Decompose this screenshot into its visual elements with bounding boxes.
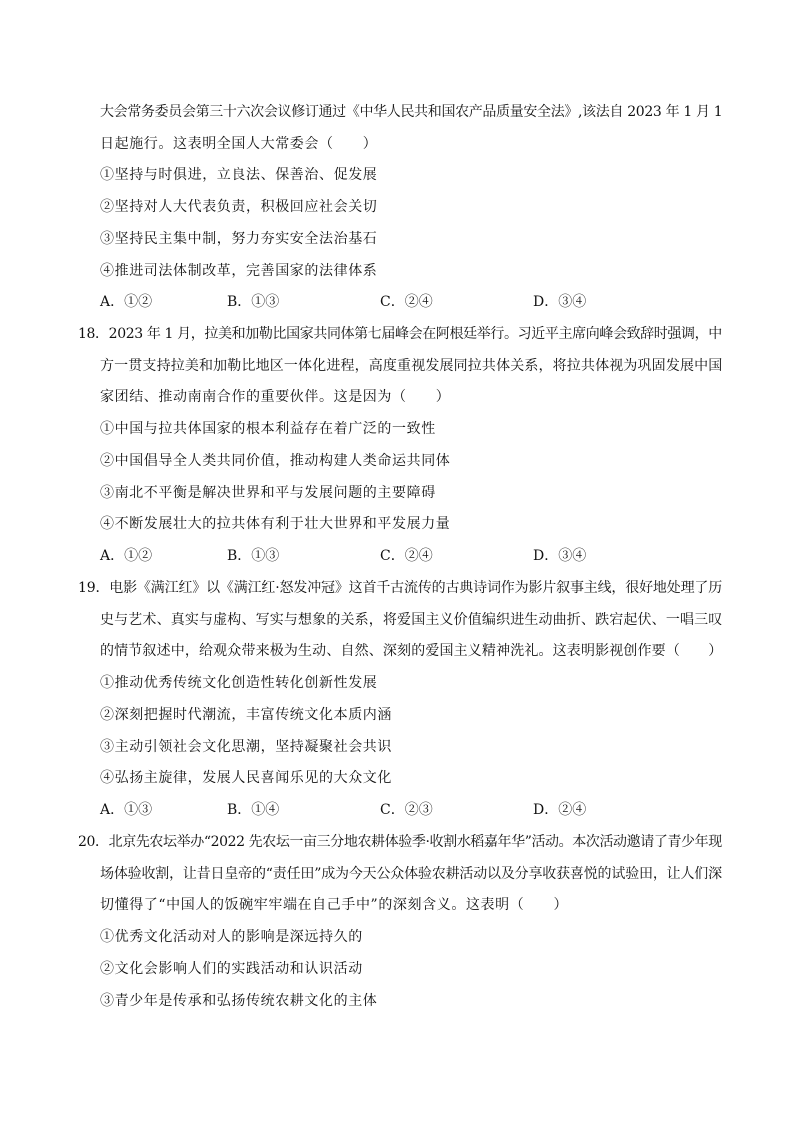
q18-stem-line: 家团结、推动南南合作的重要伙伴。这是因为（ ） bbox=[100, 389, 451, 405]
q17-choice-d: D．③④ bbox=[533, 294, 587, 310]
q18-stem-line: 方一贯支持拉美和加勒比地区一体化进程，高度重视发展同拉共体关系，将拉共体视为巩固发展中国 bbox=[100, 358, 723, 374]
q19-stem-line: 史与艺术、真实与虚构、写实与想象的关系，将爱国主义价值编织进生动曲折、跌宕起伏、一唱三叹 bbox=[100, 612, 723, 628]
q19-item: ②深刻把握时代潮流，丰富传统文化本质内涵 bbox=[100, 707, 392, 723]
q17-choice-a: A．①② bbox=[100, 294, 153, 310]
q19-choice-b: B．①④ bbox=[227, 802, 280, 818]
q19-item: ③主动引领社会文化思潮，坚持凝聚社会共识 bbox=[100, 739, 392, 755]
q17-item: ④推进司法体制改革，完善国家的法律体系 bbox=[100, 263, 378, 279]
q17-item: ③坚持民主集中制，努力夯实安全法治基石 bbox=[100, 231, 378, 247]
q20-stem-line: 20．北京先农坛举办“2022 先农坛一亩三分地农耕体验季·收割水稻嘉年华”活动。本次活动邀请了青少年现 bbox=[78, 834, 722, 850]
q20-item: ②文化会影响人们的实践活动和认识活动 bbox=[100, 961, 363, 977]
q18-stem-line: 18．2023 年 1 月，拉美和加勒比国家共同体第七届峰会在阿根廷举行。习近平主席向峰会致辞时强调，中 bbox=[78, 326, 722, 342]
q19-item: ①推动优秀传统文化创造性转化创新性发展 bbox=[100, 675, 378, 691]
q17-stem-line: 大会常务委员会第三十六次会议修订通过《中华人民共和国农产品质量安全法》,该法自 2023 年 1 月 1 bbox=[100, 104, 723, 120]
q17-choice-c: C．②④ bbox=[380, 294, 433, 310]
q17-item: ①坚持与时俱进，立良法、保善治、促发展 bbox=[100, 167, 378, 183]
q19-choice-c: C．②③ bbox=[380, 802, 433, 818]
q18-item: ③南北不平衡是解决世界和平与发展问题的主要障碍 bbox=[100, 485, 436, 501]
q19-stem-line: 19．电影《满江红》以《满江红·怒发冲冠》这首千古流传的古典诗词作为影片叙事主线，很好地处理了历 bbox=[78, 580, 723, 596]
q18-item: ②中国倡导全人类共同价值，推动构建人类命运共同体 bbox=[100, 453, 451, 469]
q18-choice-a: A．①② bbox=[100, 548, 153, 564]
q17-stem-line: 日起施行。这表明全国人大常委会（ ） bbox=[100, 136, 378, 152]
q19-choice-a: A．①③ bbox=[100, 802, 153, 818]
q18-item: ①中国与拉共体国家的根本利益存在着广泛的一致性 bbox=[100, 421, 436, 437]
q18-choice-d: D．③④ bbox=[533, 548, 587, 564]
q17-choice-b: B．①③ bbox=[227, 294, 280, 310]
q19-item: ④弘扬主旋律，发展人民喜闻乐见的大众文化 bbox=[100, 770, 392, 786]
q18-choice-c: C．②④ bbox=[380, 548, 433, 564]
q17-item: ②坚持对人大代表负责，积极回应社会关切 bbox=[100, 199, 378, 215]
q19-choice-d: D．②④ bbox=[533, 802, 587, 818]
q18-item: ④不断发展壮大的拉共体有利于壮大世界和平发展力量 bbox=[100, 516, 451, 532]
q19-stem-line: 的情节叙述中，给观众带来极为生动、自然、深刻的爱国主义精神洗礼。这表明影视创作要（ ） bbox=[100, 643, 723, 659]
q20-stem-line: 切懂得了“中国人的饭碗牢牢端在自己手中”的深刻含义。这表明（ ） bbox=[100, 897, 569, 913]
q20-stem-line: 场体验收割，让昔日皇帝的“责任田”成为今天公众体验农耕活动以及分享收获喜悦的试验田，让人们深 bbox=[100, 866, 722, 882]
q20-item: ①优秀文化活动对人的影响是深远持久的 bbox=[100, 929, 363, 945]
q18-choice-b: B．①③ bbox=[227, 548, 280, 564]
q20-item: ③青少年是传承和弘扬传统农耕文化的主体 bbox=[100, 993, 378, 1009]
